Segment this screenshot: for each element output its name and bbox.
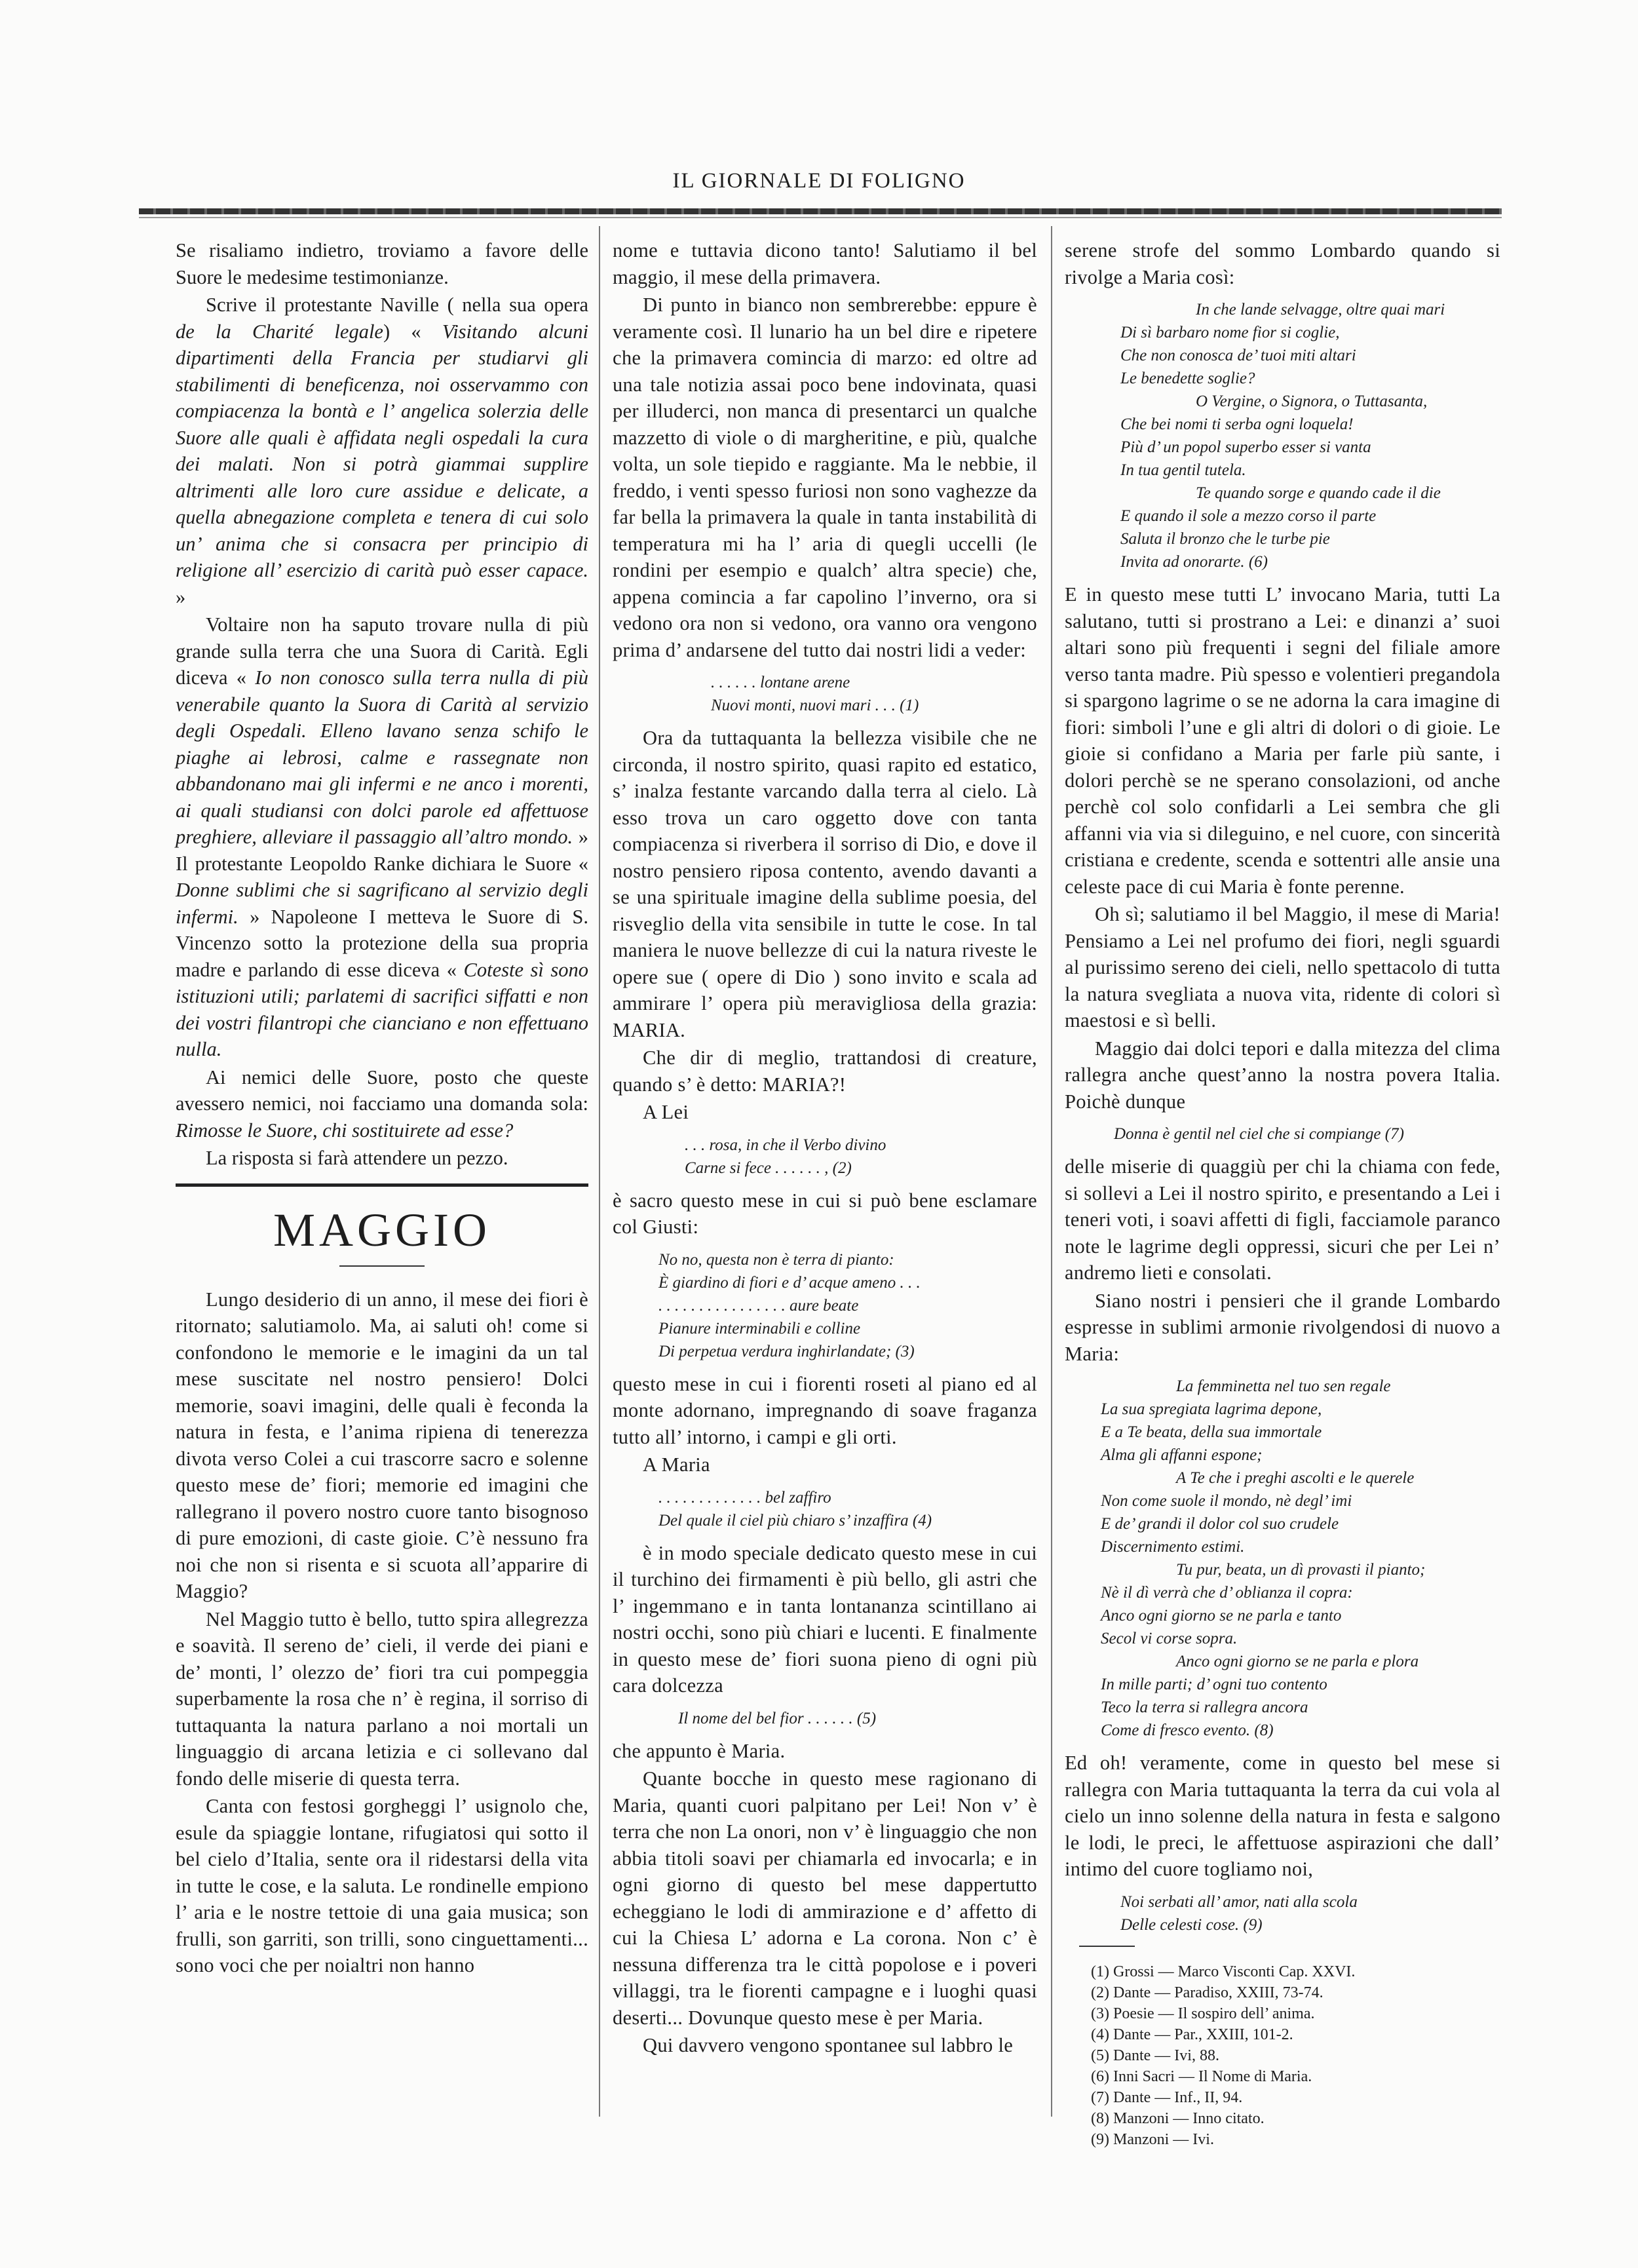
text-run: Che dir di meglio, trattandosi di creature, quando s’ è detto: MARIA?! [613,1047,1037,1096]
text-run: Ora da tuttaquanta la bellezza visibile che ne circonda, il nostro spirito, quasi rapito ed estatico, s’ inalza festante varcando dalla terra al cielo. Là esso trova un caro oggetto dove con tanta compiacenza si riverbera il sorriso di Dio, e dove il nostro pensiero riposa contento, avendo davanti a se una spirituale imagine della sublime poesia, del risveglio della vita sensibile in tutte le cose. In tal maniera le nuove bellezze di cui la natura riveste le opere sue ( opere di Dio ) sono invito e scala ad ammirare l’ opera più meravigliosa della grazia: MARIA. [613,727,1037,1041]
verse-line: E a Te beata, della sua immortale [1101,1423,1322,1441]
verse-line: Come di fresco evento. (8) [1101,1721,1274,1739]
verse-line: No no, questa non è terra di pianto: [658,1250,894,1269]
text-run: delle miserie di quaggiù per chi la chiama con fede, si sollevi a Lei il nostro spirito, e presentando a Lei i teneri voti, i soavi affetti di figli, facciamole paranco note le lagrime degli oppressi, sicuri che per Lei n’ andremo lieti e consolati. [1065,1155,1500,1284]
footnote: (6) Inni Sacri — Il Nome di Maria. [1091,2067,1312,2085]
text-run: La risposta si farà attendere un pezzo. [206,1147,508,1169]
section-rule [176,1183,588,1187]
verse-line: Il nome del bel fior . . . . . . (5) [678,1709,877,1727]
verse-line: Del quale il ciel più chiaro s’ inzaffira (4) [658,1511,932,1529]
paragraph [176,611,588,1063]
article-title: MAGGIO [273,1203,491,1256]
verse-line: Delle celesti cose. (9) [1120,1915,1263,1934]
verse-line: Saluta il bronzo che le turbe pie [1120,530,1330,548]
text-run: che appunto è Maria. [613,1739,786,1762]
verse-line: Che non conosca de’ tuoi miti altari [1120,347,1356,364]
text-run: questo mese in cui i fiorenti roseti al piano ed al monte adornano, impregnando di soave fraganza tutto all’ intorno, i campi e gli orti. [613,1372,1037,1448]
verse-line: Di perpetua verdura inghirlandate; (3) [658,1342,915,1360]
verse-line: In mille parti; d’ ogni tuo contento [1101,1676,1327,1693]
verse-quote [1065,1123,1500,1145]
footnote: (9) Manzoni — Ivi. [1091,2130,1214,2148]
paragraph [1065,581,1500,900]
verse-quote [613,671,1037,717]
text-run: » [176,585,186,608]
text-run: Quante bocche in questo mese ragionano di Maria, quanti cuori palpitano per Lei! Non v’ è terra che non La onori, non v’ è linguaggio che non abbia titoli soavi per chiamarla ed invocarla; e in ogni giorno di questo bel mese dappertutto echeggiano le lodi di ammirazione e d’ affetto di cui la Chiesa L’ adorna e La corona. Non c’ è nessuna differenza tra le città popolose e i poveri villaggi, tra le fiorenti campagne e i luoghi quasi deserti... Dovunque questo mese è per Maria. [613,1767,1037,2029]
text-run: Scrive il protestante Naville ( nella sua opera [206,294,588,316]
title-underline [339,1265,425,1267]
footnote: (1) Grossi — Marco Visconti Cap. XXVI. [1091,1963,1356,1980]
verse-quote [1065,1375,1500,1742]
verse-line: In che lande selvagge, oltre quai mari [1196,301,1445,318]
text-run: ) « [383,320,442,343]
verse-line: Donna è gentil nel ciel che si compiange (7) [1114,1125,1404,1143]
verse-line: Teco la terra si rallegra ancora [1101,1699,1308,1716]
verse-line: Secol vi corse sopra. [1101,1630,1238,1647]
footnote: (4) Dante — Par., XXIII, 101-2. [1091,2026,1293,2043]
paragraph [613,1540,1037,1699]
text-run: Ed oh! veramente, come in questo bel mese si rallegra con Maria tuttaquanta la terra da cui vola al cielo un inno solenne della natura in festa e salgono le lodi, le preci, le affettuose aspirazioni che dall’ intimo del cuore togliamo noi, [1065,1752,1500,1880]
text-run: Voltaire non ha saputo trovare nulla di più grande sulla terra che una Suora di Carità. Egli diceva « [176,613,588,689]
verse-quote [1065,298,1500,573]
text-run: Maggio dai dolci tepori e dalla mitezza del clima rallegra anche quest’anno la nostra povera Italia. Poichè dunque [1065,1037,1500,1113]
column-1 [176,237,588,1980]
text-run: Di punto in bianco non sembrerebbe: eppure è veramente così. Il lunario ha un bel dire e ripetere che la primavera comincia di marzo: ed oltre ad una tale notizia assai poco bene indovinata, quasi per illuderci, non manca di presentarci un qualche mazzetto di viole o di margheritine, e più, qualche volta, un sole tiepido e raggiante. Ma le nebbie, il freddo, i venti spesso furiosi non sono vaghezze da far bella la primavera la quale in tanta instabilità di temperatura mi ha l’ aria di quegli uccelli (le rondini per esempio e qualch’ altra specie) che, appena comincia a far capolino l’inverno, ora si vedono ora non si vedono, ora vanno ora vengono prima d’ andarsene del tutto dai nostri lidi a veder: [613,294,1037,661]
verse-line: Nè il dì verrà che d’ oblianza il copra: [1101,1584,1353,1602]
verse-line: Invita ad onorarte. (6) [1120,553,1268,571]
text-run: A Maria [643,1453,710,1476]
verse-quote [613,1248,1037,1363]
text-run: » Napoleone I metteva le Suore di S. Vincenzo sotto la protezione della sua propria madre e parlando di esse diceva « [176,905,588,981]
paragraph [613,725,1037,1043]
verse-line: Anco ogni giorno se ne parla e plora [1176,1653,1419,1670]
verse-quote [1065,1891,1500,1936]
verse-line: E quando il sole a mezzo corso il parte [1120,507,1377,525]
verse-line: Carne si fece . . . . . . , (2) [685,1159,852,1177]
text-run: Siano nostri i pensieri che il grande Lombardo espresse in sublimi armonie rivolgendosi di nuovo a Maria: [1065,1289,1500,1365]
text-run: Canta con festosi gorgheggi l’ usignolo che, esule da spiaggie lontane, rifugiatosi qui sotto il bel cielo d’Italia, sente ora il ridestarsi della vita in tutte le cose, e la saluta. Le rondinelle empiono l’ aria e le nostre tettoie di una gaia musica; son frulli, son garriti, son trilli, sono cinguettamenti... sono voci che per noialtri non hanno [176,1795,588,1976]
italic-quote: Io non conosco sulla terra nulla di più venerabile quanto la Suora di Carità al servizio degli Ospedali. Elleno lavano senza schifo le piaghe ai lebrosi, calme e rassegnate non abbandonano mai gli infermi e ne anco i morenti, ai quali studiansi con dolci parole ed affettuose preghiere, alleviare il passaggio all’altro mondo. [176,666,588,848]
column-3 [1065,237,1500,2150]
paragraph [1065,901,1500,1034]
verse-quote [613,1134,1037,1180]
verse-line: Non come suole il mondo, nè degl’ imi [1101,1492,1352,1510]
column-divider [1051,226,1052,2117]
footnotes [1065,1961,1500,2150]
verse-quote [613,1486,1037,1532]
header-rule-thin [139,217,1502,218]
italic-quote: Coteste sì sono istituzioni utili; parlatemi di sacrifici siffatti e non dei vostri filantropi che cianciano e non effettuano nulla. [176,958,588,1060]
text-run: Ai nemici delle Suore, posto che queste avessero nemici, noi facciamo una domanda sola: [176,1066,588,1115]
verse-line: . . . rosa, in che il Verbo divino [685,1136,886,1154]
paragraph [613,292,1037,663]
verse-line: Discernimento estimi. [1101,1538,1245,1556]
paragraph [1065,1035,1500,1115]
paragraph [1065,1750,1500,1883]
column-divider [599,226,600,2117]
paragraph [613,1765,1037,2031]
column-2 [613,237,1037,2060]
verse-quote [613,1707,1037,1730]
paragraph [613,1099,1037,1126]
verse-line: La femminetta nel tuo sen regale [1176,1377,1391,1395]
verse-line: Nuovi monti, nuovi mari . . . (1) [711,697,919,714]
verse-line: . . . . . . lontane arene [711,674,850,691]
text-run: Lungo desiderio di un anno, il mese dei fiori è ritornato; salutiamolo. Ma, ai saluti oh! come si confondono le memorie e le imagini da un tal mese suscitate nel nostro pensiero! Dolci memorie, soavi imagini, delle quali è feconda la natura in festa, e l’anima ripiena di tenerezza divota verso Colei a cui trascorre sacro e solenne questo mese de’ fiori; memorie ed imagini che rallegrano il povero nostro cuore tanto bisognoso di pure emozioni, di caste gioie. C’è nessuno fra noi che non si risenta e si scuota all’apparire di Maggio? [176,1288,588,1602]
verse-line: È giardino di fiori e d’ acque ameno . . . [658,1273,921,1292]
italic-quote: Rimosse le Suore, chi sostituirete ad esse? [176,1119,514,1142]
verse-line: . . . . . . . . . . . . . bel zaffiro [658,1488,831,1507]
paragraph [613,1187,1037,1240]
paragraph [613,1045,1037,1098]
italic-quote: de la Charité legale [176,320,383,343]
paragraph [613,1451,1037,1478]
verse-line: Noi serbati all’ amor, nati alla scola [1120,1893,1358,1911]
footnote: (3) Poesie — Il sospiro dell’ anima. [1091,2005,1315,2022]
paragraph [613,2032,1037,2059]
italic-quote: Donne sublimi che si sagrificano al servizio degli infermi. [176,879,588,928]
text-run: » Il protestante Leopoldo Ranke dichiara le Suore « [176,826,589,875]
footnote: (8) Manzoni — Inno citato. [1091,2109,1265,2127]
paragraph [1065,237,1500,290]
text-run: Nel Maggio tutto è bello, tutto spira allegrezza e soavità. Il sereno de’ cieli, il verde dei piani e de’ monti, l’ olezzo de’ fiori tra cui pompeggia superbamente la rosa che n’ è regina, il sorriso di tuttaquanta la natura parlano a noi mortali un linguaggio di arcana letizia e ci sollevano dal fondo delle miserie di questa terra. [176,1607,588,1790]
verse-line: A Te che i preghi ascolti e le querele [1176,1469,1415,1487]
text-run: è in modo speciale dedicato questo mese in cui il turchino dei firmamenti è più bello, gli astri che l’ ingemmano e in tanta lontananza scintillano ai nostri occhi, sono più chiari e lucenti. E finalmente in questo mese de’ fiori suona pieno di ogni più cara dolcezza [613,1541,1037,1697]
verse-line: Pianure interminabili e colline [658,1319,861,1337]
verse-line: Di sì barbaro nome fior si coglie, [1120,324,1340,341]
paragraph [613,1371,1037,1451]
paragraph [1065,1288,1500,1368]
verse-line: Te quando sorge e quando cade il die [1196,484,1441,502]
paragraph [176,292,588,610]
footnote: (7) Dante — Inf., II, 94. [1091,2088,1243,2106]
header-rule [139,208,1502,214]
paragraph [176,1064,588,1144]
paragraph [176,1145,588,1172]
footnote: (5) Dante — Ivi, 88. [1091,2047,1219,2064]
paragraph [176,1793,588,1979]
paragraph [176,237,588,290]
italic-quote: Visitando alcuni dipartimenti della Francia per studiarvi gli stabilimenti di beneficenza, noi osservammo con compiacenza la bontà e l’ angelica solerzia delle Suore alle quali è affidata negli ospedali la cura dei malati. Non si potrà giammai supplire altrimenti alle loro cure assidue e delicate, a quella abnegazione completa e tenera di cui solo un’ anima che si consacra per principio di religione all’ esercizio di carità può esser capace. [176,320,588,581]
verse-line: Tu pur, beata, un dì provasti il pianto; [1176,1561,1426,1579]
newspaper-title: IL GIORNALE DI FOLIGNO [672,169,966,193]
text-run: E in questo mese tutti L’ invocano Maria, tutti La salutano, tutti si prostrano a Lei: e dinanzi a’ suoi altari sono più frequenti i segni del filiale amore verso tanta madre. Più spesso e volentieri pregandola si spargono lagrime o se ne adorna la cara imagine di fiori: simboli l’une e gli altri di dolori o di gioie. Le gioie si confidano a Maria per farle più sante, i dolori perchè se ne sperano consolazioni, od anche perchè col solo confidarli a Lei sembra che gli affanni via via si dileguino, e nel cuore, con sincerità cristiana e credente, scenda e sottentri alle ansie una celeste pace di cui Maria è fonte perenne. [1065,583,1500,898]
verse-line: Che bei nomi ti serba ogni loquela! [1120,415,1354,433]
verse-line: Anco ogni giorno se ne parla e tanto [1101,1607,1342,1624]
text-run: A Lei [643,1101,689,1123]
verse-line: E de’ grandi il dolor col suo crudele [1101,1515,1339,1533]
verse-line: Le benedette soglie? [1120,370,1255,387]
footnote: (2) Dante — Paradiso, XXIII, 73-74. [1091,1984,1324,2001]
paragraph [613,237,1037,290]
verse-line: Più d’ un popol superbo esser si vanta [1120,438,1371,456]
verse-line: . . . . . . . . . . . . . . . . aure beate [658,1296,859,1315]
text-run: Qui davvero vengono spontanee sul labbro le [643,2034,1014,2056]
verse-line: In tua gentil tutela. [1120,461,1246,479]
text-run: Se risaliamo indietro, troviamo a favore delle Suore le medesime testimonianze. [176,239,588,288]
paragraph [176,1286,588,1605]
text-run: serene strofe del sommo Lombardo quando si rivolge a Maria così: [1065,239,1500,288]
paragraph [1065,1153,1500,1286]
verse-line: La sua spregiata lagrima depone, [1101,1400,1322,1418]
text-run: nome e tuttavia dicono tanto! Salutiamo il bel maggio, il mese della primavera. [613,239,1037,288]
paragraph [176,1606,588,1792]
verse-line: O Vergine, o Signora, o Tuttasanta, [1196,393,1428,410]
verse-line: Alma gli affanni espone; [1101,1446,1263,1464]
text-run: è sacro questo mese in cui si può bene esclamare col Giusti: [613,1189,1037,1238]
paragraph [613,1738,1037,1765]
text-run: Oh sì; salutiamo il bel Maggio, il mese di Maria! Pensiamo a Lei nel profumo dei fiori, negli sguardi al purissimo sereno dei cieli, nello spettacolo di tutta la natura svegliata a nuova vita, ridente di colori sì maestosi e sì belli. [1065,903,1500,1031]
footnote-rule [1079,1946,1135,1947]
